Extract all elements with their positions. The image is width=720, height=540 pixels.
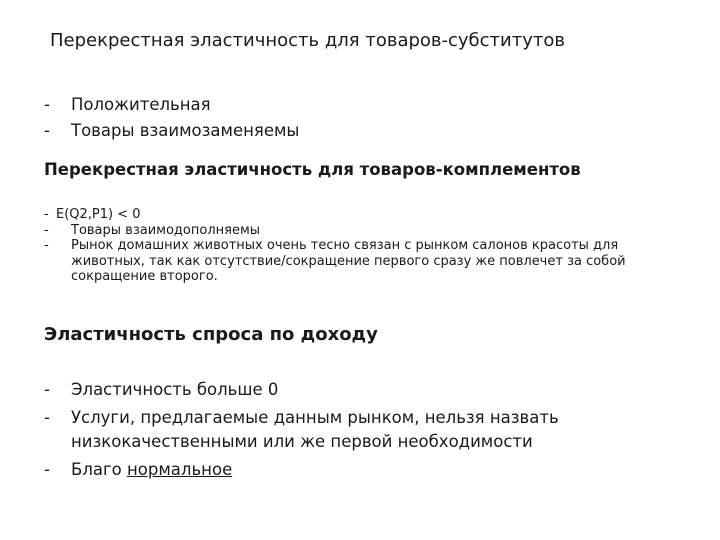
bullet-dash: - xyxy=(44,121,50,140)
bullet-dash: - xyxy=(44,380,50,399)
bullet-dash: - xyxy=(44,207,49,222)
bullet-dash: - xyxy=(44,238,49,253)
list-item xyxy=(44,458,664,482)
list-item-text: Услуги, предлагаемые данным рынком, нельзя назвать низкокачественными или же первой необходимости xyxy=(71,408,559,451)
bullet-dash: - xyxy=(44,95,50,114)
list-item-text-prefix: Благо xyxy=(71,460,122,479)
income-list xyxy=(44,378,664,482)
list-item xyxy=(44,207,694,223)
list-item-text: Положительная xyxy=(71,95,211,114)
list-item xyxy=(44,92,299,118)
bullet-dash: - xyxy=(44,460,50,479)
heading-complements: Перекрестная эластичность для товаров-комплементов xyxy=(44,160,581,179)
list-item-text: Товары взаимозаменяемы xyxy=(71,121,300,140)
list-item-text: E(Q2,P1) < 0 xyxy=(56,207,141,222)
list-item xyxy=(44,406,664,454)
bullet-dash: - xyxy=(44,408,50,427)
complements-list xyxy=(44,207,694,285)
underlined-term: нормальное xyxy=(127,460,233,479)
list-item-text: Товары взаимодополняемы xyxy=(71,222,261,238)
list-item xyxy=(44,223,694,239)
list-item xyxy=(44,238,694,285)
bullet-dash: - xyxy=(44,222,49,238)
list-item-text: Рынок домашних животных очень тесно связан с рынком салонов красоты для животных, так как отсутствие/сокращение первого сразу же повлечет за собой сокращение второго. xyxy=(71,238,626,284)
list-item xyxy=(44,118,299,144)
list-item xyxy=(44,378,664,402)
substitutes-list xyxy=(44,92,299,144)
heading-income-elasticity: Эластичность спроса по доходу xyxy=(44,324,378,345)
heading-substitutes: Перекрестная эластичность для товаров-субститутов xyxy=(50,30,565,51)
list-item-text: Эластичность больше 0 xyxy=(71,380,279,399)
